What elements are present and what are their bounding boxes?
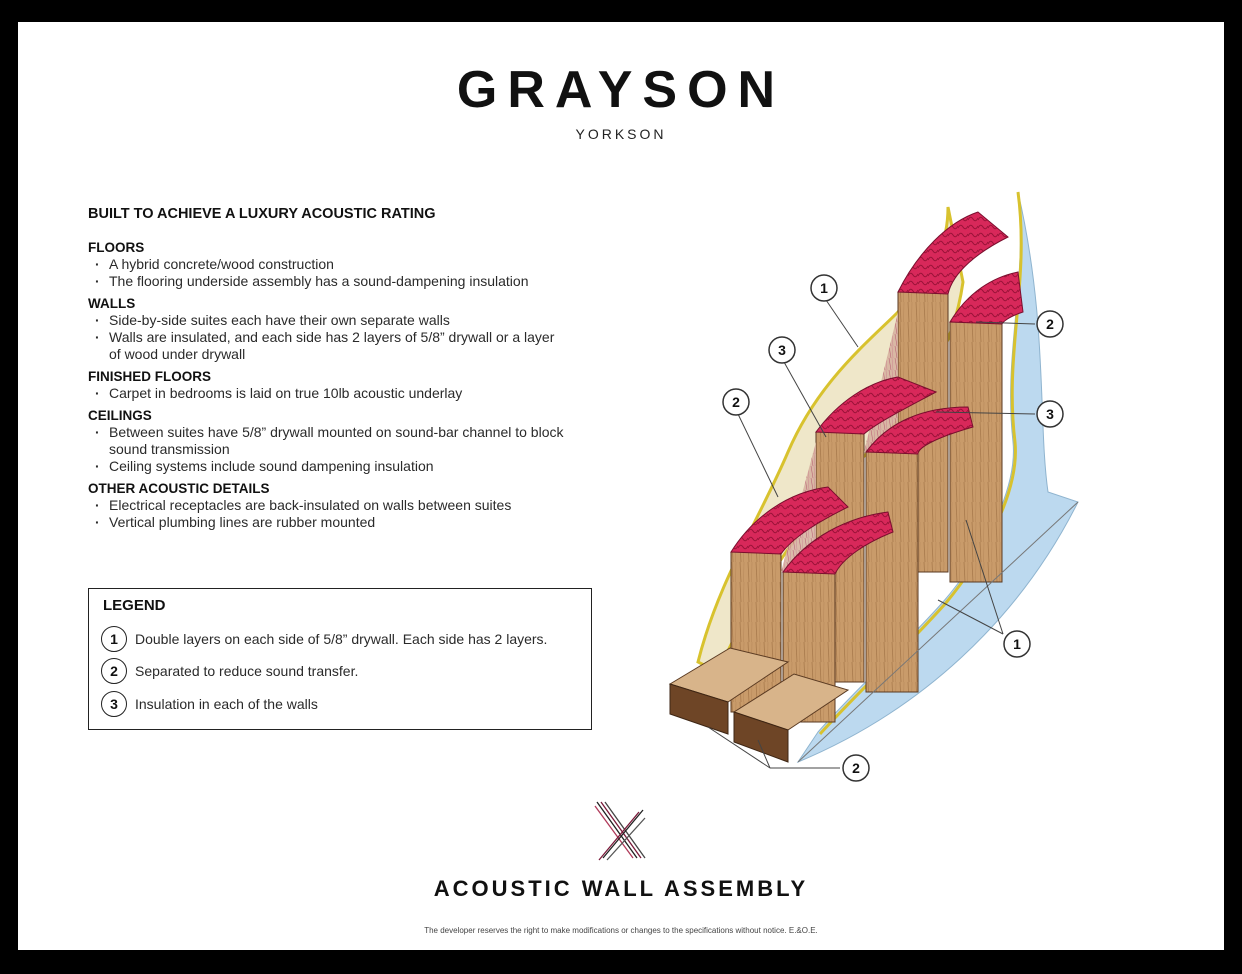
brand-title: GRAYSON	[456, 61, 786, 119]
section-title: OTHER ACOUSTIC DETAILS	[88, 481, 270, 496]
stud-mid-right	[866, 452, 918, 692]
list-item: · Carpet in bedrooms is laid on true 10lb acoustic underlay	[109, 385, 608, 402]
section-title: CEILINGS	[88, 408, 152, 423]
list-item: · A hybrid concrete/wood construction	[109, 256, 608, 273]
section-walls	[88, 296, 608, 363]
section-list	[88, 497, 608, 531]
legend-title: LEGEND	[103, 597, 166, 614]
callout-number: 3	[778, 342, 786, 358]
legend-item-3	[101, 690, 318, 718]
legend-text: Double layers on each side of 5/8” drywall. Each side has 2 layers.	[135, 631, 548, 647]
list-item: · Between suites have 5/8” drywall mounted on sound-bar channel to block sound transmission	[109, 424, 589, 458]
wall-assembly-illustration	[658, 172, 1088, 802]
section-other-acoustic	[88, 481, 608, 531]
section-title: FLOORS	[88, 240, 145, 255]
section-title: WALLS	[88, 296, 136, 311]
section-list	[88, 312, 608, 363]
callout-4-left	[723, 389, 749, 415]
section-finished-floors	[88, 369, 608, 402]
callout-number: 2	[852, 760, 860, 776]
list-item: · The flooring underside assembly has a sound-dampening insulation	[109, 273, 608, 290]
legend-number: 2	[101, 658, 127, 684]
section-list	[88, 256, 608, 290]
brand-subtitle: YORKSON	[575, 126, 667, 142]
legend-text: Insulation in each of the walls	[135, 696, 318, 712]
callout-number: 3	[1046, 406, 1054, 422]
legend-number: 1	[101, 626, 127, 652]
section-ceilings	[88, 408, 608, 475]
callout-number: 1	[820, 280, 828, 296]
callout-6-bottom-right	[1004, 631, 1030, 657]
page	[18, 22, 1224, 950]
callout-3-left	[769, 337, 795, 363]
footer-title: ACOUSTIC WALL ASSEMBLY	[433, 876, 809, 901]
section-title: FINISHED FLOORS	[88, 369, 212, 384]
list-item: · Electrical receptacles are back-insulated on walls between suites	[109, 497, 608, 514]
stud-back-right	[950, 322, 1002, 582]
specs-heading: BUILT TO ACHIEVE A LUXURY ACOUSTIC RATING	[88, 206, 436, 222]
specs-panel	[88, 206, 608, 537]
callout-5-right	[1037, 401, 1063, 427]
list-item: · Vertical plumbing lines are rubber mounted	[109, 514, 608, 531]
callout-1-top	[811, 275, 837, 301]
legend-box	[88, 588, 592, 730]
legend-text: Separated to reduce sound transfer.	[135, 663, 359, 679]
legend-item-1	[101, 625, 547, 653]
callout-number: 2	[732, 394, 740, 410]
section-list	[88, 385, 608, 402]
callout-number: 2	[1046, 316, 1054, 332]
section-list	[88, 424, 608, 475]
list-item: · Side-by-side suites each have their own separate walls	[109, 312, 608, 329]
list-item: · Walls are insulated, and each side has 2 layers of 5/8” drywall or a layer of wood under drywall	[109, 329, 569, 363]
callout-7-bottom	[843, 755, 869, 781]
list-item: · Ceiling systems include sound dampening insulation	[109, 458, 608, 475]
section-floors	[88, 240, 608, 290]
legend-number: 3	[101, 691, 127, 717]
callout-number: 1	[1013, 636, 1021, 652]
legend-item-2	[101, 657, 358, 685]
callout-2-right	[1037, 311, 1063, 337]
logo-mark-icon	[593, 800, 647, 862]
disclaimer: The developer reserves the right to make modifications or changes to the specifications without notice. E.&O.E.	[424, 926, 818, 935]
